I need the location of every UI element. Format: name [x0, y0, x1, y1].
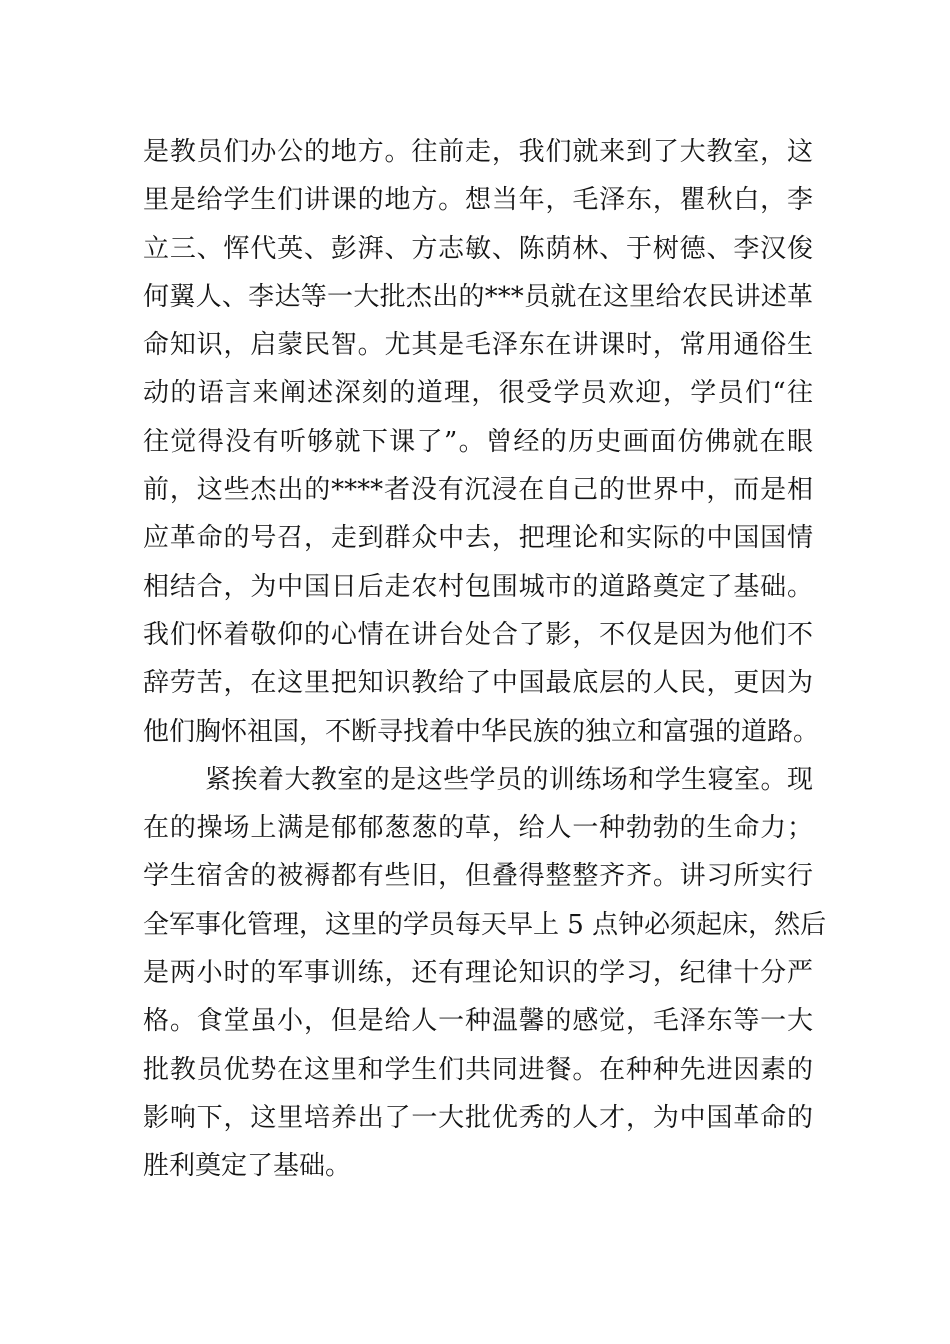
text-line: 何翼人、李达等一大批杰出的***员就在这里给农民讲述革: [143, 281, 813, 312]
text-line: 命知识，启蒙民智。尤其是毛泽东在讲课时，常用通俗生: [143, 330, 813, 361]
text-line: 在的操场上满是郁郁葱葱的草，给人一种勃勃的生命力；: [143, 813, 813, 844]
text-line: 他们胸怀祖国，不断寻找着中华民族的独立和富强的道路。: [143, 716, 820, 747]
text-line: 学生宿舍的被褥都有些旧，但叠得整整齐齐。讲习所实行: [143, 861, 813, 892]
text-line: 格。食堂虽小，但是给人一种温馨的感觉，毛泽东等一大: [143, 1006, 813, 1037]
text-line: 动的语言来阐述深刻的道理，很受学员欢迎，学员们“往: [143, 378, 813, 409]
text-line: 全军事化管理，这里的学员每天早上 5 点钟必须起床，然后: [143, 909, 827, 940]
text-line: 辞劳苦，在这里把知识教给了中国最底层的人民，更因为: [143, 668, 813, 699]
text-line: 相结合，为中国日后走农村包围城市的道路奠定了基础。: [143, 571, 813, 602]
text-line: 往觉得没有听够就下课了”。曾经的历史画面仿佛就在眼: [143, 426, 813, 457]
text-line: 是两小时的军事训练，还有理论知识的学习，纪律十分严: [143, 958, 813, 989]
text-line: 里是给学生们讲课的地方。想当年，毛泽东，瞿秋白，李: [143, 185, 813, 216]
text-line: 前，这些杰出的****者没有沉浸在自己的世界中，而是相: [143, 475, 813, 506]
body-text: [143, 128, 827, 1191]
text-line: 是教员们办公的地方。往前走，我们就来到了大教室，这: [143, 137, 813, 167]
text-line: 我们怀着敬仰的心情在讲台处合了影，不仅是因为他们不: [143, 619, 813, 650]
text-line: 胜利奠定了基础。: [143, 1151, 352, 1182]
text-line: 影响下，这里培养出了一大批优秀的人才，为中国革命的: [143, 1102, 813, 1133]
text-line: 立三、恽代英、彭湃、方志敏、陈荫林、于树德、李汉俊: [143, 233, 813, 264]
text-line: 应革命的号召，走到群众中去，把理论和实际的中国国情: [143, 523, 813, 554]
text-line: 紧挨着大教室的是这些学员的训练场和学生寝室。现: [205, 764, 813, 795]
text-line: 批教员优势在这里和学生们共同进餐。在种种先进因素的: [143, 1054, 813, 1085]
